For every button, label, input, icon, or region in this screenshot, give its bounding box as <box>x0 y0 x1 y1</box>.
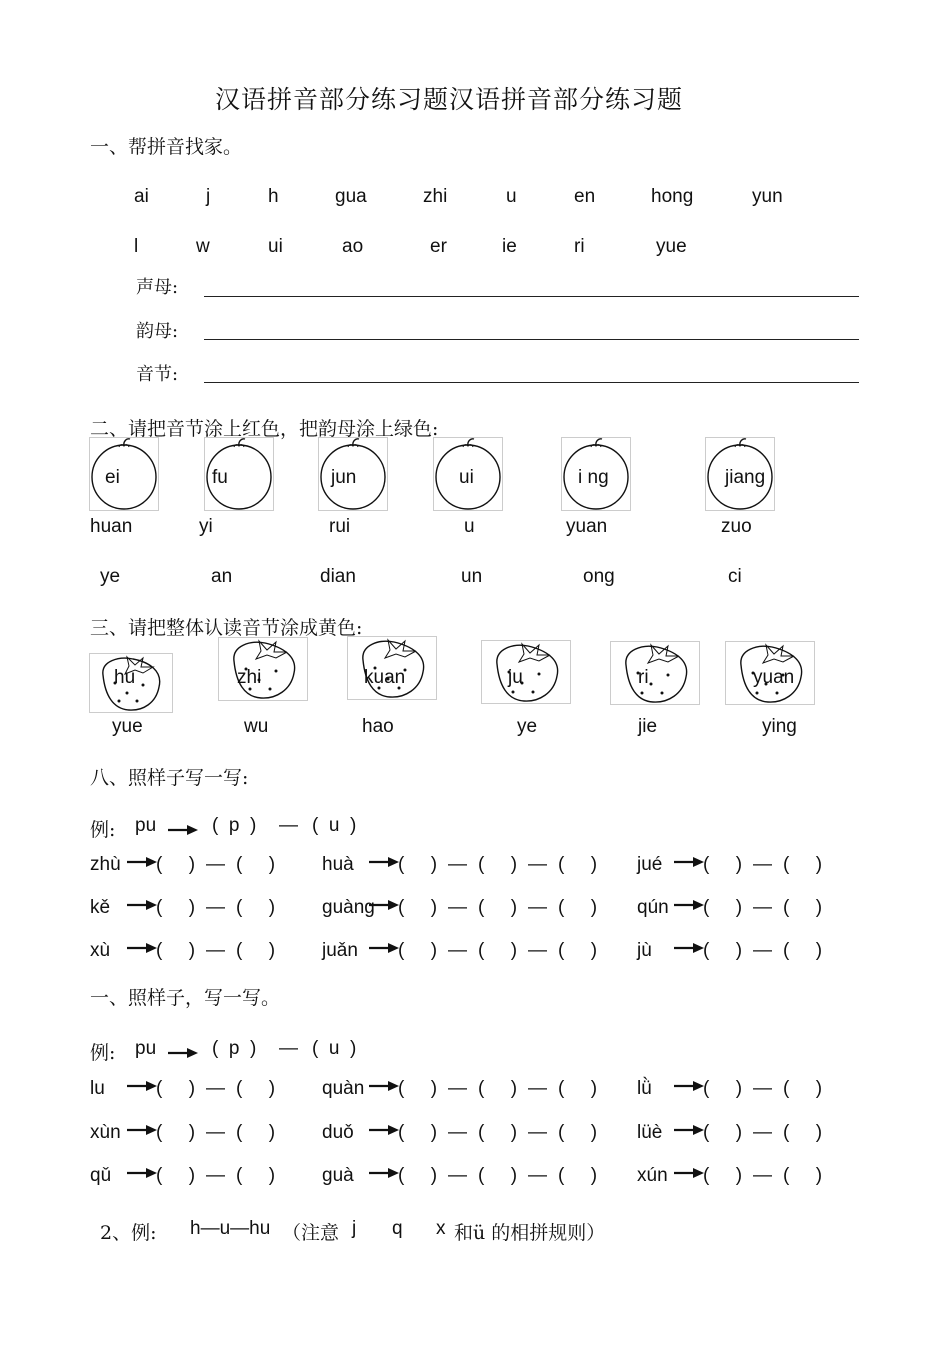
example-arrow <box>167 821 199 840</box>
pinyin-item: ai <box>134 186 149 207</box>
answer-blank[interactable]: ( ) <box>478 897 518 918</box>
answer-blank[interactable]: ( ) <box>156 854 196 875</box>
exercise-word: qǔ <box>90 1165 112 1186</box>
pinyin-item: ie <box>502 236 517 257</box>
exercise-word: quàn <box>322 1078 365 1099</box>
exercise-arrow <box>126 1163 158 1185</box>
answer-blank[interactable]: ( ) <box>558 854 598 875</box>
exercise-word: lǜ <box>637 1078 652 1099</box>
strawberry-icon <box>218 637 308 701</box>
exercise-arrow <box>673 1163 705 1185</box>
strawberry-label: hu <box>114 667 136 688</box>
strawberry-label: ri <box>638 667 649 688</box>
pinyin-item: h <box>268 186 279 207</box>
arrow-right-icon <box>126 899 158 911</box>
pinyin-item[interactable]: u <box>464 516 475 537</box>
exercise-word: huà <box>322 854 354 875</box>
section-3-heading: 三、请把整体认读音节涂成黄色: <box>90 617 363 639</box>
answer-blank[interactable]: ( ) <box>398 897 438 918</box>
yinjie-answer-line[interactable] <box>204 382 859 383</box>
arrow-right-icon <box>673 1080 705 1092</box>
pinyin-item: er <box>430 236 447 257</box>
dash-separator: — <box>753 1078 772 1099</box>
answer-blank[interactable]: ( ) <box>236 1122 276 1143</box>
rule-note-open: （注意 <box>282 1222 340 1244</box>
exercise-word: lu <box>90 1078 105 1099</box>
strawberry[interactable] <box>481 640 571 704</box>
rule-example: h—u—hu <box>190 1218 271 1239</box>
apple-label: ei <box>105 467 120 488</box>
answer-blank[interactable]: ( ) <box>236 940 276 961</box>
dash-separator: — <box>753 854 772 875</box>
dash-separator: — <box>753 897 772 918</box>
exercise-word: juǎn <box>322 940 358 961</box>
pinyin-item[interactable]: hao <box>362 716 394 737</box>
answer-blank[interactable]: ( ) <box>156 940 196 961</box>
dash-separator: — <box>753 1165 772 1186</box>
exercise-word: zhù <box>90 854 121 875</box>
exercise-arrow <box>673 895 705 917</box>
exercise-arrow <box>126 1120 158 1142</box>
strawberry-label: zhi <box>237 667 262 688</box>
apple-icon <box>89 437 159 511</box>
answer-blank[interactable]: ( ) <box>398 854 438 875</box>
pinyin-item: hong <box>651 186 694 207</box>
pinyin-item[interactable]: ye <box>517 716 538 737</box>
pinyin-item: j <box>206 186 211 207</box>
section-1-heading: 一、帮拼音找家。 <box>90 136 243 158</box>
answer-blank[interactable]: ( ) <box>703 897 743 918</box>
arrow-right-icon <box>673 942 705 954</box>
answer-blank[interactable]: ( ) <box>236 1165 276 1186</box>
strawberry-label: ju <box>508 667 523 688</box>
answer-blank[interactable]: ( ) <box>703 940 743 961</box>
strawberry[interactable] <box>347 636 437 700</box>
exercise-arrow <box>673 1076 705 1098</box>
answer-blank[interactable]: ( ) <box>156 1122 196 1143</box>
pinyin-item[interactable]: wu <box>244 716 269 737</box>
example-final: ( u ) <box>312 1038 357 1059</box>
answer-blank[interactable]: ( ) <box>703 854 743 875</box>
apple-label: i ng <box>578 467 609 488</box>
answer-blank[interactable]: ( ) <box>703 1122 743 1143</box>
pinyin-item: l <box>134 236 139 257</box>
strawberry[interactable] <box>610 641 700 705</box>
arrow-right-icon <box>673 899 705 911</box>
apple[interactable] <box>318 437 388 511</box>
example-initial-value: p <box>228 1038 240 1059</box>
arrow-right-icon <box>368 1080 400 1092</box>
rule-letter-q: q <box>392 1218 403 1239</box>
dash-separator: — <box>206 854 225 875</box>
exercise-arrow <box>126 938 158 960</box>
strawberry-icon <box>481 640 571 704</box>
exercise-word: jù <box>637 940 652 961</box>
strawberry-icon <box>610 641 700 705</box>
answer-blank[interactable]: ( ) <box>156 1078 196 1099</box>
strawberry[interactable] <box>89 653 173 713</box>
example-initial: ( p ) <box>212 1038 257 1059</box>
exercise-arrow <box>368 1120 400 1142</box>
pinyin-item[interactable]: jie <box>638 716 658 737</box>
pinyin-item: zhi <box>423 186 448 207</box>
example-final-value: u <box>328 815 340 836</box>
pinyin-item[interactable]: yue <box>112 716 143 737</box>
answer-blank[interactable]: ( ) <box>783 1122 823 1143</box>
shengmu-answer-line[interactable] <box>204 296 859 297</box>
yinjie-label: 音节: <box>136 364 179 385</box>
apple[interactable] <box>561 437 631 511</box>
pinyin-item: yue <box>656 236 687 257</box>
dash-separator: — <box>448 1165 467 1186</box>
apple[interactable] <box>433 437 503 511</box>
answer-blank[interactable]: ( ) <box>236 1078 276 1099</box>
strawberry-label: kuan <box>364 667 406 688</box>
arrow-right-icon <box>368 1167 400 1179</box>
pinyin-item: yun <box>752 186 783 207</box>
arrow-right-icon <box>673 856 705 868</box>
dash-separator: — <box>753 940 772 961</box>
arrow-right-icon <box>167 824 199 836</box>
section-9-heading: 一、照样子，写一写。 <box>90 987 281 1009</box>
pinyin-item[interactable]: rui <box>329 516 351 537</box>
page-title: 汉语拼音部分练习题汉语拼音部分练习题 <box>215 85 684 114</box>
exercise-word: xùn <box>90 1122 121 1143</box>
exercise-word: qún <box>637 897 669 918</box>
apple[interactable] <box>204 437 274 511</box>
answer-blank[interactable]: ( ) <box>478 1122 518 1143</box>
yunmu-label: 韵母: <box>136 321 179 342</box>
exercise-arrow <box>368 1163 400 1185</box>
dash-separator: — <box>206 1122 225 1143</box>
arrow-right-icon <box>126 1080 158 1092</box>
answer-blank[interactable]: ( ) <box>558 1122 598 1143</box>
strawberry[interactable] <box>218 637 308 701</box>
answer-blank[interactable]: ( ) <box>558 897 598 918</box>
apple-label: jun <box>331 467 357 488</box>
answer-blank[interactable]: ( ) <box>478 940 518 961</box>
exercise-arrow <box>368 895 400 917</box>
answer-blank[interactable]: ( ) <box>783 854 823 875</box>
exercise-word: kě <box>90 897 111 918</box>
exercise-word: xù <box>90 940 111 961</box>
answer-blank[interactable]: ( ) <box>156 1165 196 1186</box>
answer-blank[interactable]: ( ) <box>783 897 823 918</box>
arrow-right-icon <box>673 1167 705 1179</box>
dash-separator: — <box>448 1122 467 1143</box>
dash-separator: — <box>528 897 547 918</box>
strawberry[interactable] <box>725 641 815 705</box>
pinyin-item: gua <box>335 186 367 207</box>
answer-blank[interactable]: ( ) <box>398 940 438 961</box>
arrow-right-icon <box>368 856 400 868</box>
exercise-arrow <box>368 938 400 960</box>
rule-letter-j: j <box>352 1218 357 1239</box>
example-arrow <box>167 1044 199 1063</box>
answer-blank[interactable]: ( ) <box>478 1078 518 1099</box>
pinyin-item[interactable]: zuo <box>721 516 752 537</box>
pinyin-item: ao <box>342 236 364 257</box>
pinyin-item: w <box>196 236 210 257</box>
arrow-right-icon <box>126 1167 158 1179</box>
answer-blank[interactable]: ( ) <box>478 1165 518 1186</box>
section-8-heading: 八、照样子写一写: <box>90 767 249 789</box>
exercise-arrow <box>673 852 705 874</box>
example-final: ( u ) <box>312 815 357 836</box>
example-label: 例: <box>90 1042 116 1064</box>
arrow-right-icon <box>673 1124 705 1136</box>
dash-separator: — <box>528 1078 547 1099</box>
dash-separator: — <box>448 897 467 918</box>
pinyin-item[interactable]: yuan <box>566 516 608 537</box>
exercise-arrow <box>673 938 705 960</box>
example-initial: ( p ) <box>212 815 257 836</box>
pinyin-item: u <box>506 186 517 207</box>
exercise-word: guà <box>322 1165 354 1186</box>
answer-blank[interactable]: ( ) <box>236 897 276 918</box>
arrow-right-icon <box>368 899 400 911</box>
example-label: 例: <box>90 819 116 841</box>
dash-separator: — <box>448 1078 467 1099</box>
dash-separator: — <box>206 940 225 961</box>
answer-blank[interactable]: ( ) <box>558 1165 598 1186</box>
arrow-right-icon <box>126 1124 158 1136</box>
answer-blank[interactable]: ( ) <box>478 854 518 875</box>
dash-separator: — <box>206 1078 225 1099</box>
dash-separator: — <box>448 940 467 961</box>
section-2-heading: 二、请把音节涂上红色，把韵母涂上绿色: <box>90 418 439 440</box>
answer-blank[interactable]: ( ) <box>236 854 276 875</box>
answer-blank[interactable]: ( ) <box>398 1122 438 1143</box>
exercise-word: lüè <box>637 1122 663 1143</box>
dash-separator: — <box>753 1122 772 1143</box>
exercise-word: jué <box>637 854 663 875</box>
pinyin-item: en <box>574 186 596 207</box>
arrow-right-icon <box>368 942 400 954</box>
pinyin-item[interactable]: ong <box>583 566 615 587</box>
pinyin-item[interactable]: yi <box>199 516 213 537</box>
exercise-word: guàng <box>322 897 375 918</box>
answer-blank[interactable]: ( ) <box>398 1165 438 1186</box>
exercise-arrow <box>673 1120 705 1142</box>
apple[interactable] <box>705 437 775 511</box>
answer-blank[interactable]: ( ) <box>703 1165 743 1186</box>
exercise-arrow <box>126 852 158 874</box>
apple-label: jiang <box>725 467 766 488</box>
rule-letter-x: x <box>436 1218 446 1239</box>
apple[interactable] <box>89 437 159 511</box>
example-word: pu <box>135 815 157 836</box>
exercise-arrow <box>368 1076 400 1098</box>
arrow-right-icon <box>126 856 158 868</box>
exercise-arrow <box>126 895 158 917</box>
dash-separator: — <box>528 1165 547 1186</box>
pinyin-item[interactable]: an <box>211 566 233 587</box>
answer-blank[interactable]: ( ) <box>783 1165 823 1186</box>
pinyin-item[interactable]: dian <box>320 566 356 587</box>
answer-blank[interactable]: ( ) <box>783 1078 823 1099</box>
rule-note-close: 和ü 的相拼规则） <box>454 1222 606 1244</box>
dash-separator: — <box>206 1165 225 1186</box>
pinyin-item[interactable]: huan <box>90 516 133 537</box>
pinyin-item: ui <box>268 236 283 257</box>
dash-separator: — <box>279 1038 298 1059</box>
dash-separator: — <box>528 940 547 961</box>
shengmu-label: 声母: <box>136 277 179 298</box>
pinyin-item[interactable]: ci <box>728 566 742 587</box>
apple-label: fu <box>212 467 228 488</box>
yunmu-answer-line[interactable] <box>204 339 859 340</box>
arrow-right-icon <box>126 942 158 954</box>
apple-label: ui <box>459 467 474 488</box>
arrow-right-icon <box>368 1124 400 1136</box>
answer-blank[interactable]: ( ) <box>783 940 823 961</box>
answer-blank[interactable]: ( ) <box>558 940 598 961</box>
arrow-right-icon <box>167 1047 199 1059</box>
answer-blank[interactable]: ( ) <box>398 1078 438 1099</box>
dash-separator: — <box>528 854 547 875</box>
dash-separator: — <box>206 897 225 918</box>
exercise-arrow <box>368 852 400 874</box>
strawberry-label: yuan <box>753 667 795 688</box>
exercise-word: duǒ <box>322 1122 354 1143</box>
answer-blank[interactable]: ( ) <box>156 897 196 918</box>
exercise-word: xún <box>637 1165 668 1186</box>
rule-label: 2、例: <box>100 1222 157 1244</box>
dash-separator: — <box>279 815 298 836</box>
dash-separator: — <box>528 1122 547 1143</box>
pinyin-item: ri <box>574 236 585 257</box>
pinyin-item[interactable]: un <box>461 566 483 587</box>
dash-separator: — <box>448 854 467 875</box>
answer-blank[interactable]: ( ) <box>558 1078 598 1099</box>
example-initial-value: p <box>228 815 240 836</box>
pinyin-item[interactable]: ying <box>762 716 797 737</box>
example-final-value: u <box>328 1038 340 1059</box>
exercise-arrow <box>126 1076 158 1098</box>
pinyin-item[interactable]: ye <box>100 566 121 587</box>
answer-blank[interactable]: ( ) <box>703 1078 743 1099</box>
example-word: pu <box>135 1038 157 1059</box>
